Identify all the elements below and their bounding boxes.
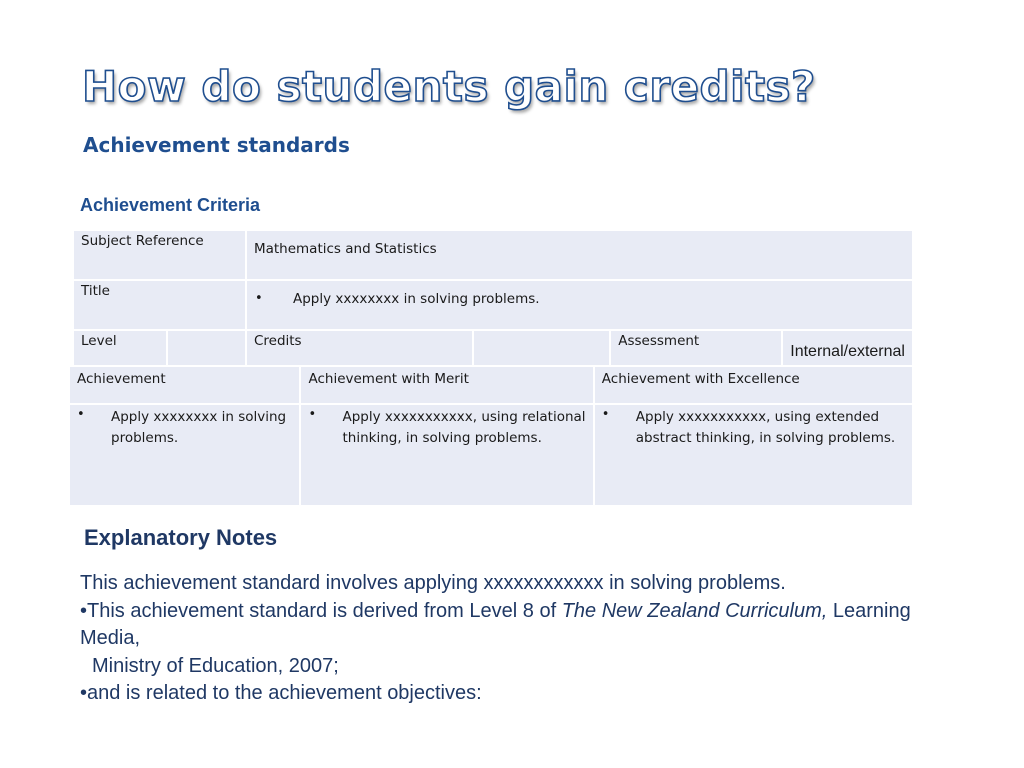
merit-cell — [300, 404, 593, 506]
excellence-text: Apply xxxxxxxxxxx, using extended abstract thinking, in solving problems. — [635, 409, 896, 446]
assessment-value: Internal/external — [781, 331, 912, 369]
title-value-cell — [246, 280, 913, 330]
bullet-icon: • — [254, 291, 263, 306]
title-label: Title — [73, 280, 246, 330]
curriculum-title: The New Zealand Curriculum, — [561, 599, 828, 622]
credits-label: Credits — [246, 330, 473, 372]
column-header-excellence: Achievement with Excellence — [594, 366, 913, 404]
notes-line: This achievement standard involves applying xxxxxxxxxxxx in solving problems. — [80, 572, 786, 594]
notes-line: •and is related to the achievement objectives: — [80, 682, 482, 704]
achievement-text: Apply xxxxxxxx in solving problems. — [111, 409, 287, 446]
bullet-icon: • — [308, 407, 317, 422]
subject-reference-label: Subject Reference — [73, 230, 246, 280]
notes-line — [80, 598, 940, 653]
level-label: Level — [73, 330, 167, 372]
notes-text: •This achievement standard is derived from Level 8 of — [80, 599, 562, 622]
table-row — [73, 280, 913, 330]
excellence-cell — [594, 404, 913, 506]
bullet-icon: • — [601, 407, 610, 422]
notes-text: Learning Media, — [80, 599, 911, 649]
slide-subtitle: Achievement standards — [83, 133, 350, 157]
title-value: Apply xxxxxxxx in solving problems. — [292, 291, 540, 307]
column-header-merit: Achievement with Merit — [300, 366, 593, 404]
criteria-heading: Achievement Criteria — [80, 195, 261, 215]
table-row — [69, 366, 913, 404]
column-header-achievement: Achievement — [69, 366, 300, 404]
notes-line: Ministry of Education, 2007; — [92, 654, 339, 677]
explanatory-notes-heading: Explanatory Notes — [84, 525, 278, 550]
standard-info-table — [72, 229, 914, 373]
subject-reference-value: Mathematics and Statistics — [246, 230, 913, 280]
table-row — [73, 230, 913, 280]
achievement-cell — [69, 404, 300, 506]
criteria-table — [68, 365, 914, 507]
assessment-label: Assessment — [618, 333, 700, 349]
explanatory-notes — [80, 570, 940, 708]
slide-title: How do students gain credits? — [82, 62, 816, 111]
merit-text: Apply xxxxxxxxxxx, using relational thinking, in solving problems. — [342, 409, 586, 446]
table-row — [69, 404, 913, 506]
bullet-icon: • — [77, 407, 85, 422]
